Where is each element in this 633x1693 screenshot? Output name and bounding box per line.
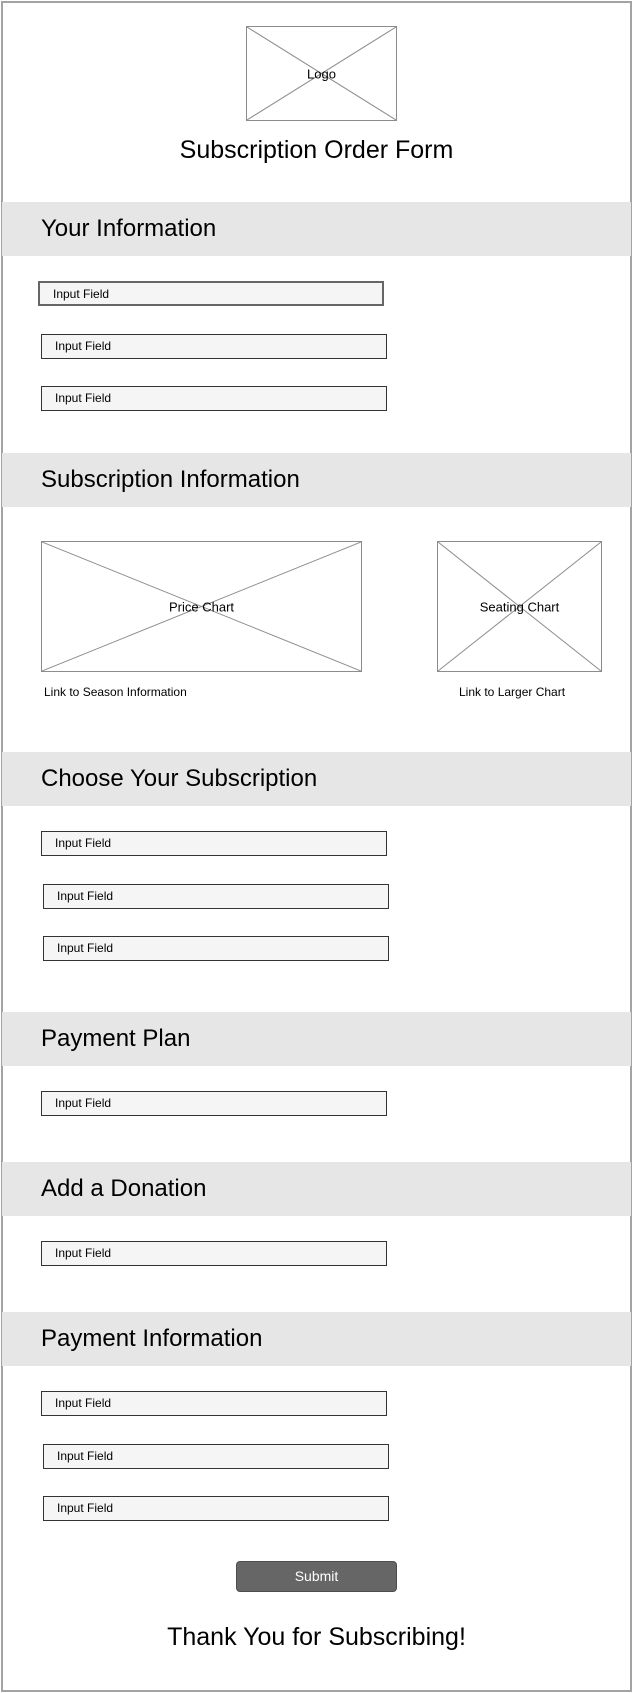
section-your-information — [2, 202, 631, 256]
seating-chart-image — [437, 541, 602, 672]
payment-plan-input[interactable]: Input Field — [41, 1091, 387, 1116]
larger-chart-link[interactable]: Link to Larger Chart — [459, 685, 566, 699]
section-title: Your Information — [41, 215, 217, 242]
logo-image — [246, 26, 397, 121]
payment-input-1[interactable]: Input Field — [41, 1391, 387, 1416]
section-subscription-information — [2, 453, 631, 507]
info-input-2[interactable]: Input Field — [41, 334, 387, 359]
price-chart-image — [41, 541, 362, 672]
section-title: Choose Your Subscription — [41, 765, 318, 792]
info-input-1[interactable]: Input Field — [38, 281, 384, 306]
section-choose-subscription — [2, 752, 631, 806]
section-add-donation — [2, 1162, 631, 1216]
submit-button[interactable]: Submit — [236, 1561, 397, 1592]
page-title: Subscription Order Form — [179, 136, 454, 164]
section-title: Payment Information — [41, 1325, 263, 1352]
price-chart-label: Price Chart — [168, 599, 235, 614]
payment-input-3[interactable]: Input Field — [43, 1496, 389, 1521]
subscription-input-1[interactable]: Input Field — [41, 831, 387, 856]
thank-you-message: Thank You for Subscribing! — [167, 1623, 466, 1651]
seating-chart-label: Seating Chart — [479, 599, 560, 614]
section-title: Payment Plan — [41, 1025, 191, 1052]
section-title: Add a Donation — [41, 1175, 207, 1202]
info-input-3[interactable]: Input Field — [41, 386, 387, 411]
subscription-input-2[interactable]: Input Field — [43, 884, 389, 909]
section-title: Subscription Information — [41, 466, 300, 493]
section-payment-information — [2, 1312, 631, 1366]
season-info-link[interactable]: Link to Season Information — [44, 685, 187, 699]
section-payment-plan — [2, 1012, 631, 1066]
logo-label: Logo — [307, 66, 336, 81]
subscription-input-3[interactable]: Input Field — [43, 936, 389, 961]
payment-input-2[interactable]: Input Field — [43, 1444, 389, 1469]
donation-input[interactable]: Input Field — [41, 1241, 387, 1266]
